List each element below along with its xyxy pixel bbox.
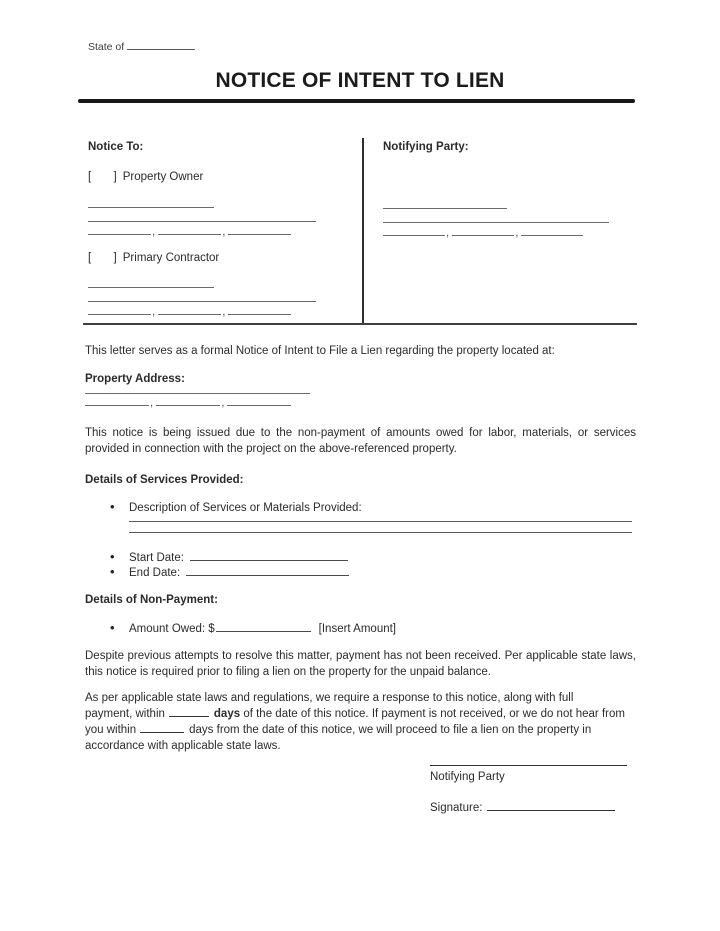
start-date-item [85,551,636,566]
notifying-party-zip-field[interactable] [521,225,583,236]
end-date-label: End Date: [129,566,181,579]
owner-name-field[interactable] [88,207,214,208]
notifying-party-signature-line[interactable] [430,765,627,766]
amount-owed-label: Amount Owed: $ [129,623,215,635]
property-city-state-zip-row [85,395,636,407]
owner-zip-field[interactable] [228,224,291,235]
bullet-icon: • [110,620,115,635]
owner-state-field[interactable] [158,224,221,235]
comma-separator: , [515,227,519,239]
bullet-icon: • [110,549,115,564]
response-paragraph [85,690,636,754]
document-body [85,335,636,816]
contractor-street-field[interactable] [88,301,316,302]
contractor-state-field[interactable] [158,304,221,315]
response-line3-post: days from the date of this notice, we will proceed to file a lien on the property in [189,724,592,736]
notifying-party-caption: Notifying Party [430,771,505,783]
response-line-4: accordance with applicable state laws. [85,740,281,752]
state-field[interactable] [127,40,195,50]
response-line2-post: of the date of this notice. If payment is not received, or we do not hear from [243,708,625,720]
property-owner-checkbox[interactable]: [ ] [88,171,117,183]
signature-label: Signature: [430,802,483,814]
notice-to-column [88,139,350,316]
owner-city-state-zip-row [88,224,350,236]
contractor-city-field[interactable] [88,304,151,315]
signature-field[interactable] [487,801,615,811]
response-line-1: As per applicable state laws and regulations, we require a response to this notice, along with full [85,692,574,704]
property-owner-label: Property Owner [122,171,204,183]
response-line-2 [85,706,636,722]
bullet-icon: • [110,499,115,514]
amount-owed-field[interactable] [216,622,311,632]
state-of-label: State of [88,41,125,53]
owner-street-field[interactable] [88,221,316,222]
title-rule [78,99,635,103]
primary-contractor-label: Primary Contractor [122,252,220,264]
start-date-label: Start Date: [129,552,184,564]
owner-city-field[interactable] [88,224,151,235]
parties-box [83,133,637,325]
end-date-item [85,563,636,581]
response-days-field-2[interactable] [140,723,184,733]
comma-separator: , [152,306,156,318]
non-payment-notice-paragraph: This notice is being issued due to the non-payment of amounts owed for labor, materials, or services provided in connection with the project on the above-referenced property. [85,427,636,455]
property-city-field[interactable] [85,395,149,406]
bullet-icon: • [110,563,115,579]
notifying-party-city-state-zip-row [383,225,633,237]
property-street-field[interactable] [85,393,310,394]
state-of-row [88,40,195,53]
property-zip-field[interactable] [227,395,291,406]
notifying-party-heading: Notifying Party: [383,141,469,153]
comma-separator: , [221,397,225,409]
services-provided-heading: Details of Services Provided: [85,474,244,486]
primary-contractor-checkbox-row [88,250,350,266]
comma-separator: , [222,226,226,238]
notifying-party-column [383,139,633,237]
end-date-field[interactable] [186,566,349,576]
contractor-city-state-zip-row [88,304,350,316]
description-bullet-item [85,500,636,516]
notifying-party-state-field[interactable] [452,225,514,236]
column-divider [362,138,364,323]
response-line2-pre: payment, within [85,708,165,720]
response-days-field-1[interactable] [169,707,209,717]
signature-row [430,800,636,816]
amount-owed-item [85,621,636,637]
comma-separator: , [150,397,154,409]
property-address-heading: Property Address: [85,373,185,385]
description-field-line-2[interactable] [129,532,632,533]
property-state-field[interactable] [156,395,220,406]
comma-separator: , [446,227,450,239]
start-date-field[interactable] [190,551,348,561]
notifying-party-street-field[interactable] [383,222,609,223]
signature-block [430,765,636,816]
comma-separator: , [222,306,226,318]
page-title: NOTICE OF INTENT TO LIEN [215,69,505,92]
comma-separator: , [152,226,156,238]
property-owner-checkbox-row [88,169,350,185]
response-line3-pre: you within [85,724,137,736]
contractor-zip-field[interactable] [228,304,291,315]
insert-amount-note: [Insert Amount] [318,623,397,635]
notifying-party-city-field[interactable] [383,225,445,236]
notice-to-heading: Notice To: [88,141,144,153]
despite-paragraph: Despite previous attempts to resolve this matter, payment has not been received. Per applicable state laws, this notice is required prior to filing a lien on the property for the unpaid balance. [85,650,636,678]
contractor-name-field[interactable] [88,287,214,288]
description-label: Description of Services or Materials Provided: [129,502,362,514]
response-line-3 [85,722,636,738]
days-bold-label: days [213,708,241,720]
notifying-party-name-field[interactable] [383,208,507,209]
description-field-line-1[interactable] [129,521,632,522]
primary-contractor-checkbox[interactable]: [ ] [88,252,117,264]
non-payment-details-heading: Details of Non-Payment: [85,594,218,606]
intro-paragraph: This letter serves as a formal Notice of Intent to File a Lien regarding the property located at: [85,345,555,357]
